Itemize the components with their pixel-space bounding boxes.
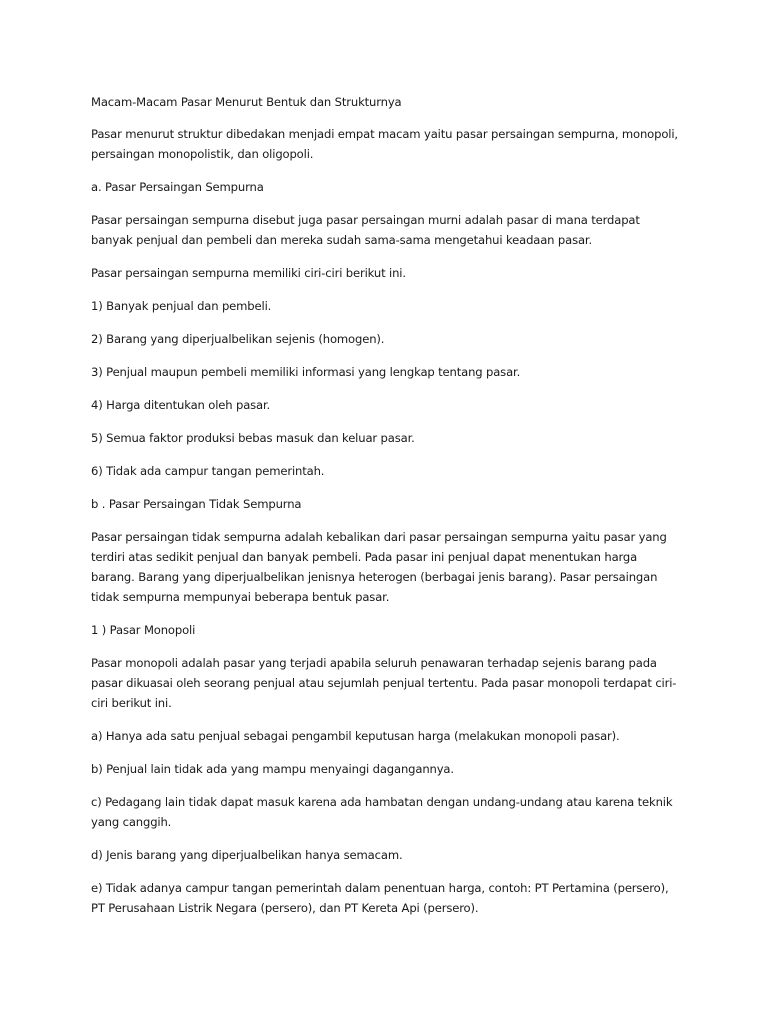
monopoli-item: d) Jenis barang yang diperjualbelikan hanya semacam. — [91, 848, 403, 862]
section-a-item: 4) Harga ditentukan oleh pasar. — [91, 398, 271, 412]
monopoli-item: b) Penjual lain tidak ada yang mampu menyaingi dagangannya. — [91, 762, 454, 776]
section-a-item: 2) Barang yang diperjualbelikan sejenis (homogen). — [91, 332, 385, 346]
section-a-heading: a. Pasar Persaingan Sempurna — [91, 180, 264, 194]
section-a-item: 1) Banyak penjual dan pembeli. — [91, 299, 272, 313]
section-a-definition: Pasar persaingan sempurna disebut juga pasar persaingan murni adalah pasar di mana terdapat banyak penjual dan pembeli dan mereka sudah sama-sama mengetahui keadaan pasar. — [91, 213, 640, 247]
section-a-item: 6) Tidak ada campur tangan pemerintah. — [91, 464, 325, 478]
monopoli-item: a) Hanya ada satu penjual sebagai pengambil keputusan harga (melakukan monopoli pasar). — [91, 729, 620, 743]
document-title: Macam-Macam Pasar Menurut Bentuk dan Strukturnya — [91, 95, 402, 109]
section-a-item: 5) Semua faktor produksi bebas masuk dan keluar pasar. — [91, 431, 415, 445]
document-body — [91, 92, 681, 931]
monopoli-heading: 1 ) Pasar Monopoli — [91, 623, 196, 637]
section-a-item: 3) Penjual maupun pembeli memiliki informasi yang lengkap tentang pasar. — [91, 365, 521, 379]
monopoli-item: c) Pedagang lain tidak dapat masuk karena ada hambatan dengan undang-undang atau karena teknik yang canggih. — [91, 795, 673, 829]
section-a-lead: Pasar persaingan sempurna memiliki ciri-ciri berikut ini. — [91, 266, 406, 280]
intro-paragraph: Pasar menurut struktur dibedakan menjadi empat macam yaitu pasar persaingan sempurna, monopoli, persaingan monopolistik, dan oligopoli. — [91, 127, 678, 161]
section-b-heading: b . Pasar Persaingan Tidak Sempurna — [91, 497, 302, 511]
monopoli-definition: Pasar monopoli adalah pasar yang terjadi apabila seluruh penawaran terhadap sejenis barang pada pasar dikuasai oleh seorang penjual atau sejumlah penjual tertentu. Pada pasar monopoli terdapat ciri-ciri berikut ini. — [91, 656, 677, 710]
monopoli-item: e) Tidak adanya campur tangan pemerintah dalam penentuan harga, contoh: PT Pertamina (persero), PT Perusahaan Listrik Negara (persero), dan PT Kereta Api (persero). — [91, 881, 669, 915]
section-b-definition: Pasar persaingan tidak sempurna adalah kebalikan dari pasar persaingan sempurna yaitu pasar yang terdiri atas sedikit penjual dan banyak pembeli. Pada pasar ini penjual dapat menentukan harga barang. Barang yang diperjualbelikan jenisnya heterogen (berbagai jenis barang). Pasar persaingan tidak sempurna mempunyai beberapa bentuk pasar. — [91, 530, 667, 604]
